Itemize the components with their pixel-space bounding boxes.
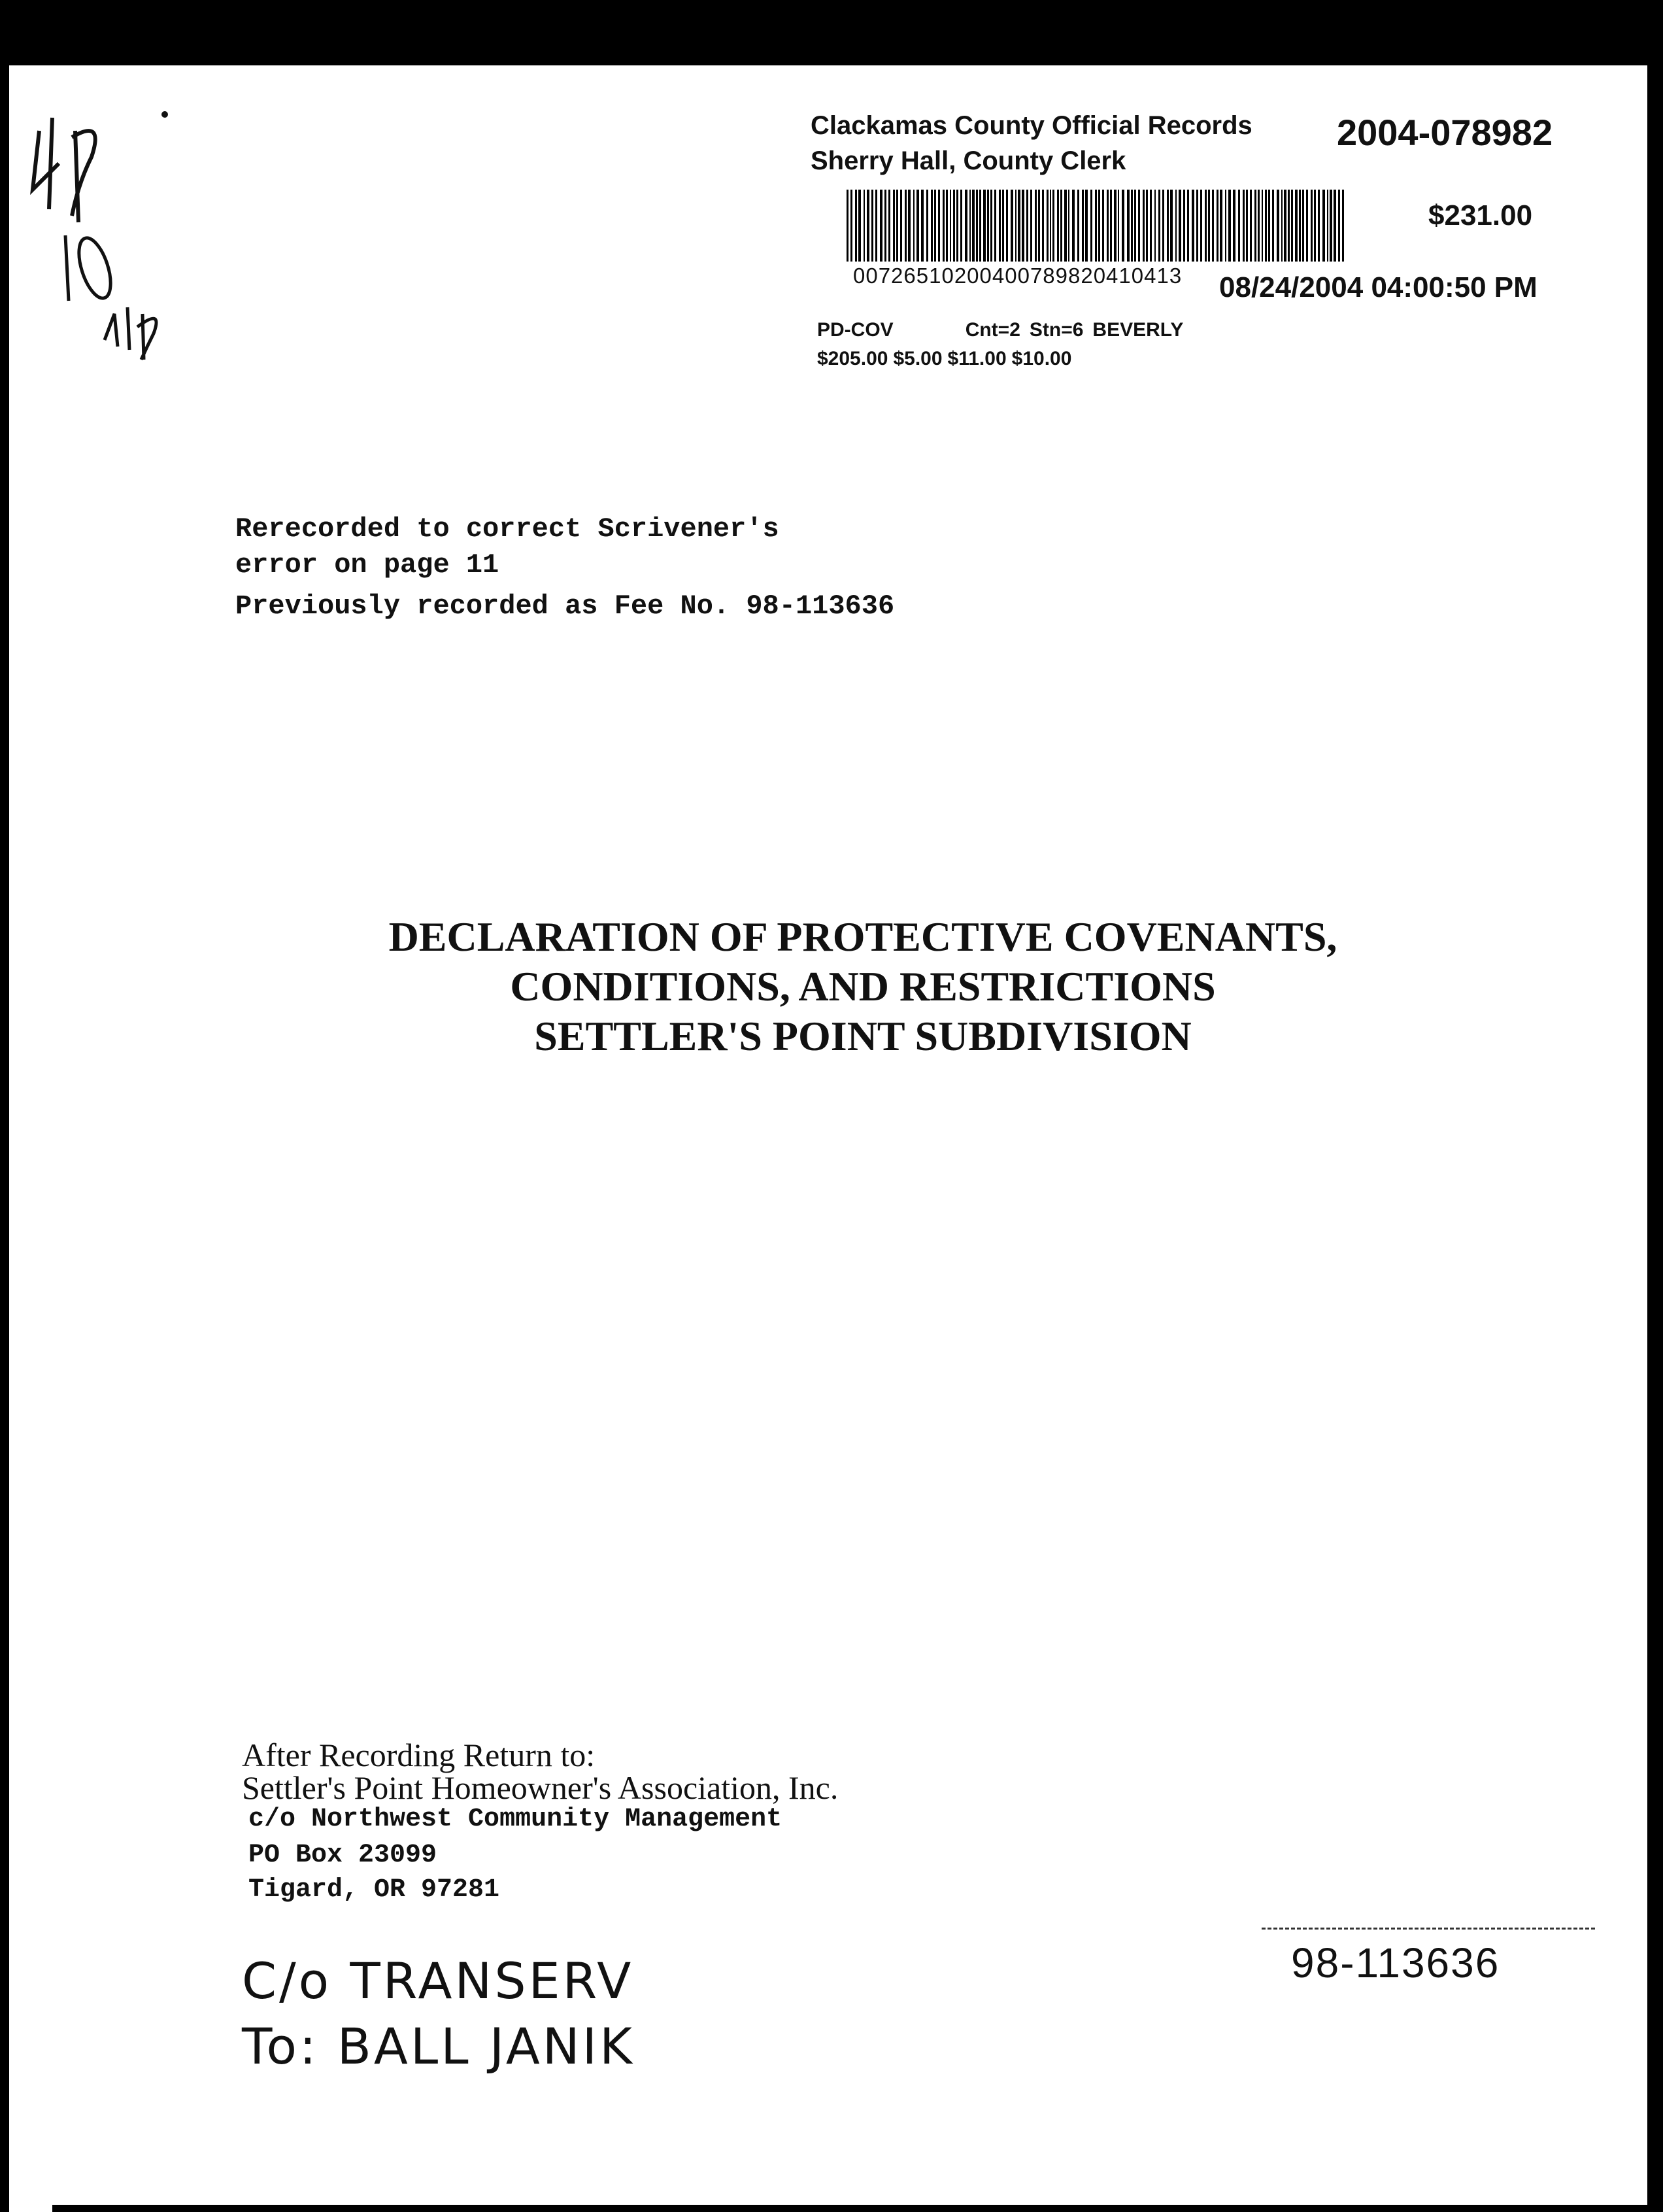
barcode-bar (1018, 190, 1020, 262)
barcode-bar (1047, 190, 1049, 262)
fee-item: $11.00 (947, 348, 1007, 369)
barcode-bar (1098, 190, 1100, 262)
barcode-bar (1131, 190, 1133, 262)
barcode-bar (1118, 190, 1119, 262)
barcode-bar (1068, 190, 1069, 262)
barcode-bar (1138, 190, 1140, 262)
barcode-bar (850, 190, 852, 262)
barcode-bar (1306, 190, 1308, 262)
barcode-bar (1143, 190, 1145, 262)
records-office: Clackamas County Official Records (811, 111, 1252, 140)
barcode-bar (1299, 190, 1301, 262)
barcode-bar (1250, 190, 1252, 262)
barcode-bar (946, 190, 948, 262)
fee-item: $10.00 (1011, 348, 1072, 369)
rerecord-note-line2: error on page 11 (235, 549, 499, 581)
barcode-bar (943, 190, 945, 262)
barcode-bar (1102, 190, 1104, 262)
barcode-bar (884, 190, 886, 262)
count: Cnt=2 (965, 319, 1020, 341)
barcode-bar (1015, 190, 1016, 262)
barcode-bar (1217, 190, 1218, 262)
barcode-bar (921, 190, 924, 262)
barcode-bar (1026, 190, 1028, 262)
recording-datetime: 08/24/2004 04:00:50 PM (1219, 271, 1537, 303)
barcode-bar (1127, 190, 1130, 262)
barcode-bar (1246, 190, 1248, 262)
barcode-bar (1302, 190, 1304, 262)
barcode-bar (847, 190, 848, 262)
barcode-bar (1038, 190, 1040, 262)
barcode-bar (1150, 190, 1152, 262)
barcode-bar (999, 190, 1001, 262)
stamp-number: 98-113636 (1291, 1939, 1500, 1986)
barcode-bar (1322, 190, 1325, 262)
barcode-bar (965, 190, 967, 262)
barcode-bar (1107, 190, 1109, 262)
barcode-bar (900, 190, 902, 262)
barcode-bar (931, 190, 933, 262)
doc-type: PD-COV (817, 319, 894, 341)
barcode-bar (1288, 190, 1290, 262)
barcode-bar (888, 190, 890, 262)
barcode-bar (1272, 190, 1274, 262)
document-title (0, 912, 1663, 1061)
barcode-bar (938, 190, 940, 262)
barcode-bar (926, 190, 928, 262)
barcode-bar (1284, 190, 1286, 262)
barcode-bar (1006, 190, 1008, 262)
barcode-bar (1082, 190, 1084, 262)
barcode-bar (1167, 190, 1169, 262)
barcode-bar (880, 190, 882, 262)
handwritten-to: To: BALL JANIK (242, 2017, 635, 2075)
barcode-bar (864, 190, 865, 262)
county-clerk: Sherry Hall, County Clerk (811, 146, 1126, 175)
return-organization: Settler's Point Homeowner's Association, Inc. (242, 1769, 839, 1806)
barcode-bar (979, 190, 981, 262)
barcode-bar (1268, 190, 1270, 262)
fee-item: $5.00 (893, 348, 943, 369)
barcode-bar (990, 190, 992, 262)
handwritten-care-of: C/o TRANSERV (242, 1952, 634, 2010)
barcode-bar (953, 190, 955, 262)
barcode-bar (1183, 190, 1185, 262)
previous-fee-note: Previously recorded as Fee No. 98-113636 (235, 590, 895, 622)
barcode-bar (1262, 190, 1263, 262)
barcode-bar (1334, 190, 1336, 262)
barcode-bar (905, 190, 907, 262)
document-number: 2004-078982 (1337, 112, 1553, 153)
barcode-bar (1281, 190, 1283, 262)
barcode-bar (1146, 190, 1148, 262)
barcode-bar (1258, 190, 1260, 262)
barcode-bar (987, 190, 989, 262)
barcode-bar (1277, 190, 1279, 262)
scan-border-bottom (52, 2205, 1647, 2212)
title-line1: DECLARATION OF PROTECTIVE COVENANTS, (388, 913, 1337, 960)
barcode-bar (1225, 190, 1226, 262)
barcode-bar (1002, 190, 1004, 262)
barcode-bar (1220, 190, 1222, 262)
barcode-bar (994, 190, 996, 262)
barcode-digits: 00726510200400789820410413 (853, 264, 1183, 288)
barcode-bar (1238, 190, 1240, 262)
barcode-bar (960, 190, 962, 262)
barcode-bar (867, 190, 869, 262)
barcode-bar (1228, 190, 1231, 262)
barcode-bar (908, 190, 911, 262)
barcode-bar (1114, 190, 1117, 262)
recording-header (811, 108, 1252, 179)
barcode-bar (976, 190, 978, 262)
barcode-bar (1318, 190, 1320, 262)
barcode-bar (950, 190, 951, 262)
barcode-bar (1090, 190, 1092, 262)
barcode-bar (855, 190, 857, 262)
barcode-bar (1064, 190, 1067, 262)
barcode-bar (871, 190, 873, 262)
recording-info (817, 319, 1203, 341)
title-line3: SETTLER'S POINT SUBDIVISION (534, 1013, 1192, 1059)
barcode-bar (1030, 190, 1032, 262)
barcode-bar (1162, 190, 1164, 262)
barcode-bar (1233, 190, 1235, 262)
barcode-bar (1057, 190, 1059, 262)
scan-border-top (0, 0, 1663, 65)
barcode-bar (1122, 190, 1124, 262)
barcode-bar (1342, 190, 1344, 262)
stamp-rule (1262, 1928, 1595, 1930)
barcode-bar (969, 190, 971, 262)
barcode-bar (1110, 190, 1112, 262)
barcode-bar (1175, 190, 1177, 262)
return-care-of: c/o Northwest Community Management (248, 1805, 782, 1834)
barcode-bar (1187, 190, 1189, 262)
barcode-bar (1042, 190, 1044, 262)
barcode-bar (972, 190, 975, 262)
barcode-bar (1200, 190, 1202, 262)
barcode-bar (1205, 190, 1207, 262)
barcode-bar (1134, 190, 1136, 262)
barcode-bar (1085, 190, 1088, 262)
handwritten-initials-mark (13, 92, 196, 366)
barcode-bar (1196, 190, 1198, 262)
barcode-bar (1338, 190, 1340, 262)
barcode-bar (1291, 190, 1293, 262)
barcode-bar (1011, 190, 1013, 262)
barcode-bar (1192, 190, 1194, 262)
barcode-bar (1060, 190, 1062, 262)
barcode-bar (1035, 190, 1037, 262)
title-line2: CONDITIONS, AND RESTRICTIONS (510, 963, 1216, 1010)
scan-border-right (1647, 0, 1663, 2212)
barcode-bar (1170, 190, 1173, 262)
barcode-bar (1212, 190, 1214, 262)
barcode-bar (1265, 190, 1267, 262)
return-po-box: PO Box 23099 (248, 1841, 437, 1870)
barcode-bar (1243, 190, 1245, 262)
barcode-bar (1095, 190, 1097, 262)
barcode-bar (1311, 190, 1313, 262)
barcode-bar (956, 190, 958, 262)
barcode (847, 190, 1350, 262)
barcode-bar (1022, 190, 1024, 262)
barcode-bar (896, 190, 898, 262)
barcode-bar (1327, 190, 1328, 262)
scan-border-left (0, 0, 9, 2212)
barcode-bar (913, 190, 915, 262)
barcode-bar (1154, 190, 1156, 262)
barcode-bar (1295, 190, 1298, 262)
return-heading: After Recording Return to: (242, 1737, 596, 1773)
barcode-bar (1208, 190, 1210, 262)
barcode-bar (934, 190, 936, 262)
barcode-bar (1330, 190, 1332, 262)
barcode-bar (916, 190, 919, 262)
barcode-bar (1314, 190, 1316, 262)
barcode-bar (1072, 190, 1075, 262)
fee-breakdown (817, 348, 1077, 370)
barcode-bar (1050, 190, 1051, 262)
return-city: Tigard, OR 97281 (248, 1875, 500, 1905)
barcode-bar (858, 190, 861, 262)
barcode-bar (983, 190, 986, 262)
rerecord-note-line1: Rerecorded to correct Scrivener's (235, 513, 779, 545)
operator: BEVERLY (1092, 319, 1184, 341)
station: Stn=6 (1029, 319, 1084, 341)
fee-item: $205.00 (817, 348, 888, 369)
total-fee: $231.00 (1428, 199, 1533, 231)
barcode-bar (1254, 190, 1256, 262)
barcode-bar (1052, 190, 1054, 262)
barcode-bar (1077, 190, 1079, 262)
barcode-bar (875, 190, 877, 262)
barcode-bar (1179, 190, 1181, 262)
barcode-bar (893, 190, 895, 262)
barcode-bar (1158, 190, 1160, 262)
